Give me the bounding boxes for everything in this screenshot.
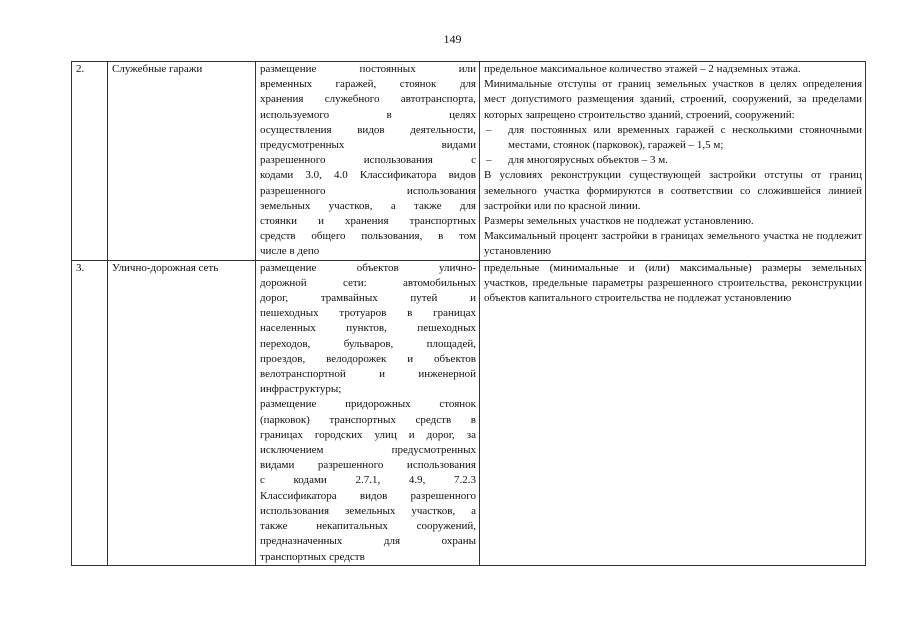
text-line: велотранспортной и инженерной — [260, 368, 476, 381]
text-line: средств общего пользования, в том — [260, 230, 476, 243]
text-line: размещение придорожных стоянок — [260, 398, 476, 411]
row-number: 3. — [72, 260, 108, 565]
use-type-name: Служебные гаражи — [108, 62, 256, 261]
text-line: (парковок) транспортных средств в — [260, 413, 476, 426]
text-line: осуществления видов деятельности, — [260, 123, 476, 136]
text-line: кодами 3.0, 4.0 Классификатора видов — [260, 169, 476, 182]
use-description — [256, 62, 480, 261]
parameters-cell — [480, 260, 866, 565]
text-line: используемого в целях — [260, 108, 476, 121]
text-line: пешеходных тротуаров в границах — [260, 307, 476, 320]
text-line: земельных участков, а также для — [260, 199, 476, 212]
use-description-text — [260, 62, 476, 260]
param-paragraph: В условиях реконструкции существующей застройки отступы от границ земельного участка формируются в соответствии со сложившейся линией застройки или по красной линии. — [484, 169, 862, 212]
text-line: транспортных средств — [260, 550, 365, 563]
text-line: видами разрешенного использования — [260, 459, 476, 472]
param-paragraph: Максимальный процент застройки в границах земельного участка не подлежит установлению — [484, 230, 862, 258]
text-line: разрешенного использования с — [260, 154, 476, 167]
bullet-text: для многоярусных объектов – 3 м. — [508, 154, 669, 167]
parameters-cell — [480, 62, 866, 261]
param-paragraph: Минимальные отступы от границ земельных участков в целях определения мест допустимого размещения зданий, строений, сооружений, за пределами которых запрещено строительство зданий, строений, сооружений: — [484, 78, 862, 121]
text-line: стоянки и хранения транспортных — [260, 215, 476, 228]
text-line: границах городских улиц и дорог, за — [260, 428, 476, 441]
text-line: предназначенных для охраны — [260, 535, 476, 548]
param-bullet — [484, 123, 862, 153]
use-description — [256, 260, 480, 565]
param-paragraph: предельное максимальное количество этажей – 2 надземных этажа. — [484, 63, 801, 75]
text-line: дорог, трамвайных путей и — [260, 292, 476, 305]
text-line: населенных пунктов, пешеходных — [260, 322, 476, 335]
bullet-text: для постоянных или временных гаражей с несколькими стояночными местами, стоянок (парковок), гаражей – 1,5 м; — [508, 123, 862, 152]
text-line: инфраструктуры; — [260, 383, 342, 396]
zoning-table — [71, 61, 866, 566]
use-type-name: Улично-дорожная сеть — [108, 260, 256, 565]
text-line: хранения служебного автотранспорта, — [260, 93, 476, 106]
text-line: разрешенного использования — [260, 184, 476, 197]
text-line: предусмотренных видами — [260, 139, 476, 152]
text-line: размещение постоянных или — [260, 63, 476, 75]
row-number: 2. — [72, 62, 108, 261]
bullet-dash: – — [486, 123, 492, 136]
text-line: временных гаражей, стоянок для — [260, 78, 476, 91]
text-line: размещение объектов улично- — [260, 261, 476, 274]
text-line: числе в депо — [260, 245, 320, 258]
use-description-text — [260, 261, 476, 565]
text-line: с кодами 2.7.1, 4.9, 7.2.3 — [260, 474, 476, 487]
param-bullet — [484, 153, 862, 168]
param-paragraph: предельные (минимальные и (или) максимальные) размеры земельных участков, предельные параметры разрешенного строительства, реконструкции объектов капитального строительства не подлежат установлению — [484, 261, 862, 305]
text-line: переходов, бульваров, площадей, — [260, 337, 476, 350]
bullet-dash: – — [486, 154, 492, 167]
text-line: исключением предусмотренных — [260, 444, 476, 457]
text-line: Классификатора видов разрешенного — [260, 489, 476, 502]
text-line: также некапитальных сооружений, — [260, 520, 476, 533]
text-line: дорожной сети: автомобильных — [260, 276, 476, 289]
page-number: 149 — [443, 32, 462, 46]
text-line: использования земельных участков, а — [260, 504, 476, 517]
param-paragraph: Размеры земельных участков не подлежат установлению. — [484, 215, 754, 228]
table-row — [72, 62, 866, 261]
text-line: проездов, велодорожек и объектов — [260, 352, 476, 365]
table-row — [72, 260, 866, 565]
